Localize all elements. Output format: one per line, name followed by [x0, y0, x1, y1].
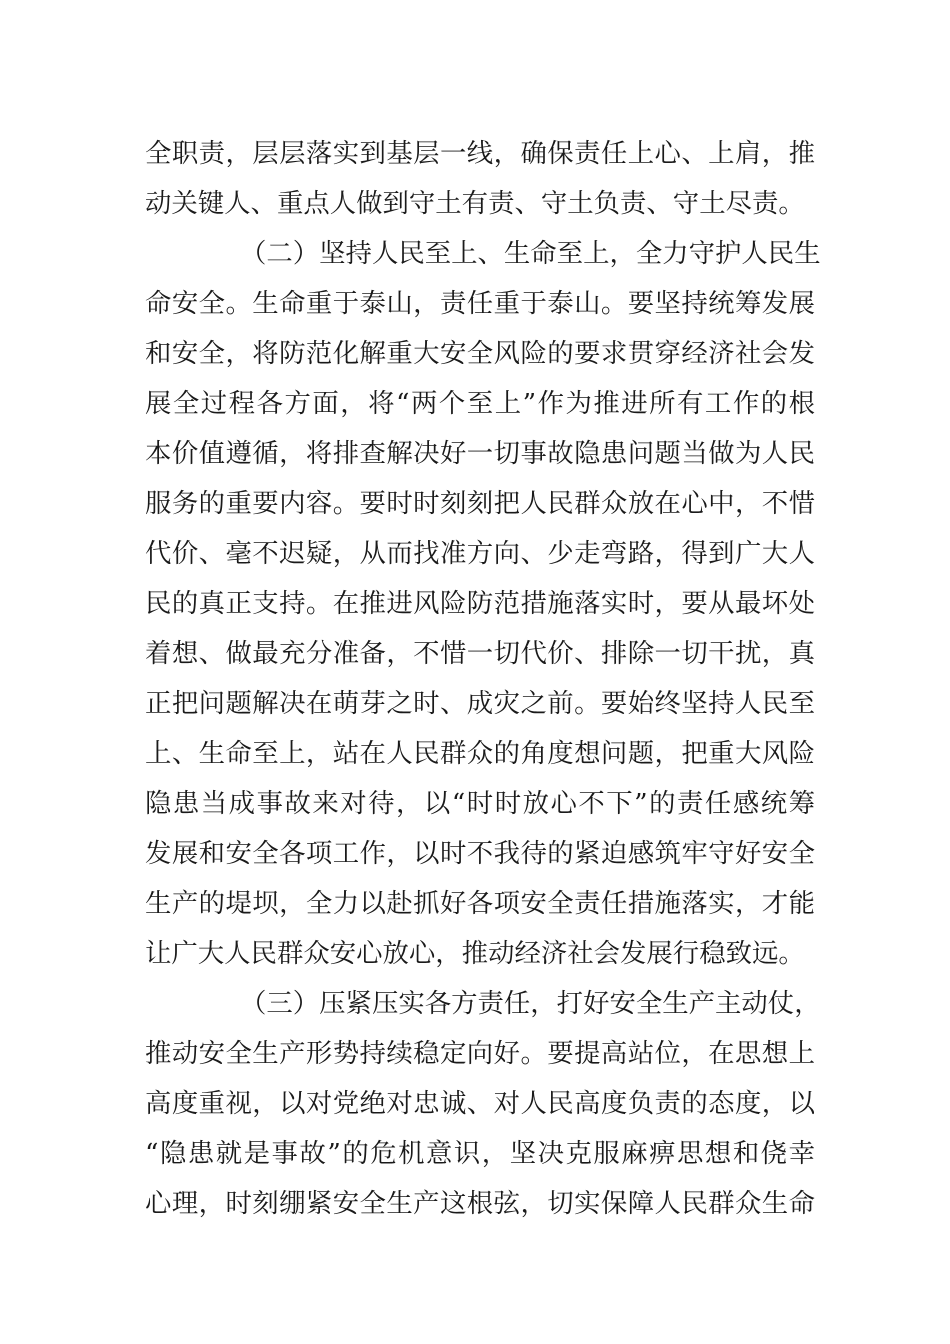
text-line: 动关键人、重点人做到守土有责、守土负责、守土尽责。: [145, 188, 805, 219]
text-line: 正把问题解决在萌芽之时、成灾之前。要始终坚持人民至: [145, 688, 815, 719]
section-heading-line: （二）坚持人民至上、生命至上，全力守护人民生: [240, 238, 821, 269]
text-line: 生产的堤坝，全力以赴抓好各项安全责任措施落实，才能: [145, 888, 815, 919]
text-line: 发展和安全各项工作，以时不我待的紧迫感筑牢守好安全: [145, 838, 815, 869]
text-line: 让广大人民群众安心放心，推动经济社会发展行稳致远。: [145, 938, 805, 969]
text-line: 全职责，层层落实到基层一线，确保责任上心、上肩，推: [145, 138, 815, 169]
text-line: 本价值遵循，将排查解决好一切事故隐患问题当做为人民: [145, 438, 815, 469]
text-line: 展全过程各方面，将“两个至上”作为推进所有工作的根: [145, 388, 815, 419]
text-line: 心理，时刻绷紧安全生产这根弦，切实保障人民群众生命: [145, 1188, 815, 1219]
text-line: 服务的重要内容。要时时刻刻把人民群众放在心中，不惜: [145, 488, 815, 519]
section-heading-line: （三）压紧压实各方责任，打好安全生产主动仗，: [240, 988, 821, 1019]
text-line: 高度重视，以对党绝对忠诚、对人民高度负责的态度，以: [145, 1088, 815, 1119]
text-line: 命安全。生命重于泰山，责任重于泰山。要坚持统筹发展: [145, 288, 815, 319]
text-line: 上、生命至上，站在人民群众的角度想问题，把重大风险: [145, 738, 815, 769]
text-line: “隐患就是事故”的危机意识，坚决克服麻痹思想和侥幸: [145, 1138, 815, 1169]
text-line: 隐患当成事故来对待，以“时时放心不下”的责任感统筹: [145, 788, 815, 819]
text-line: 民的真正支持。在推进风险防范措施落实时，要从最坏处: [145, 588, 815, 619]
text-line: 和安全，将防范化解重大安全风险的要求贯穿经济社会发: [145, 338, 815, 369]
text-line: 着想、做最充分准备，不惜一切代价、排除一切干扰，真: [145, 638, 815, 669]
text-line: 推动安全生产形势持续稳定向好。要提高站位，在思想上: [145, 1038, 815, 1069]
text-line: 代价、毫不迟疑，从而找准方向、少走弯路，得到广大人: [145, 538, 815, 569]
